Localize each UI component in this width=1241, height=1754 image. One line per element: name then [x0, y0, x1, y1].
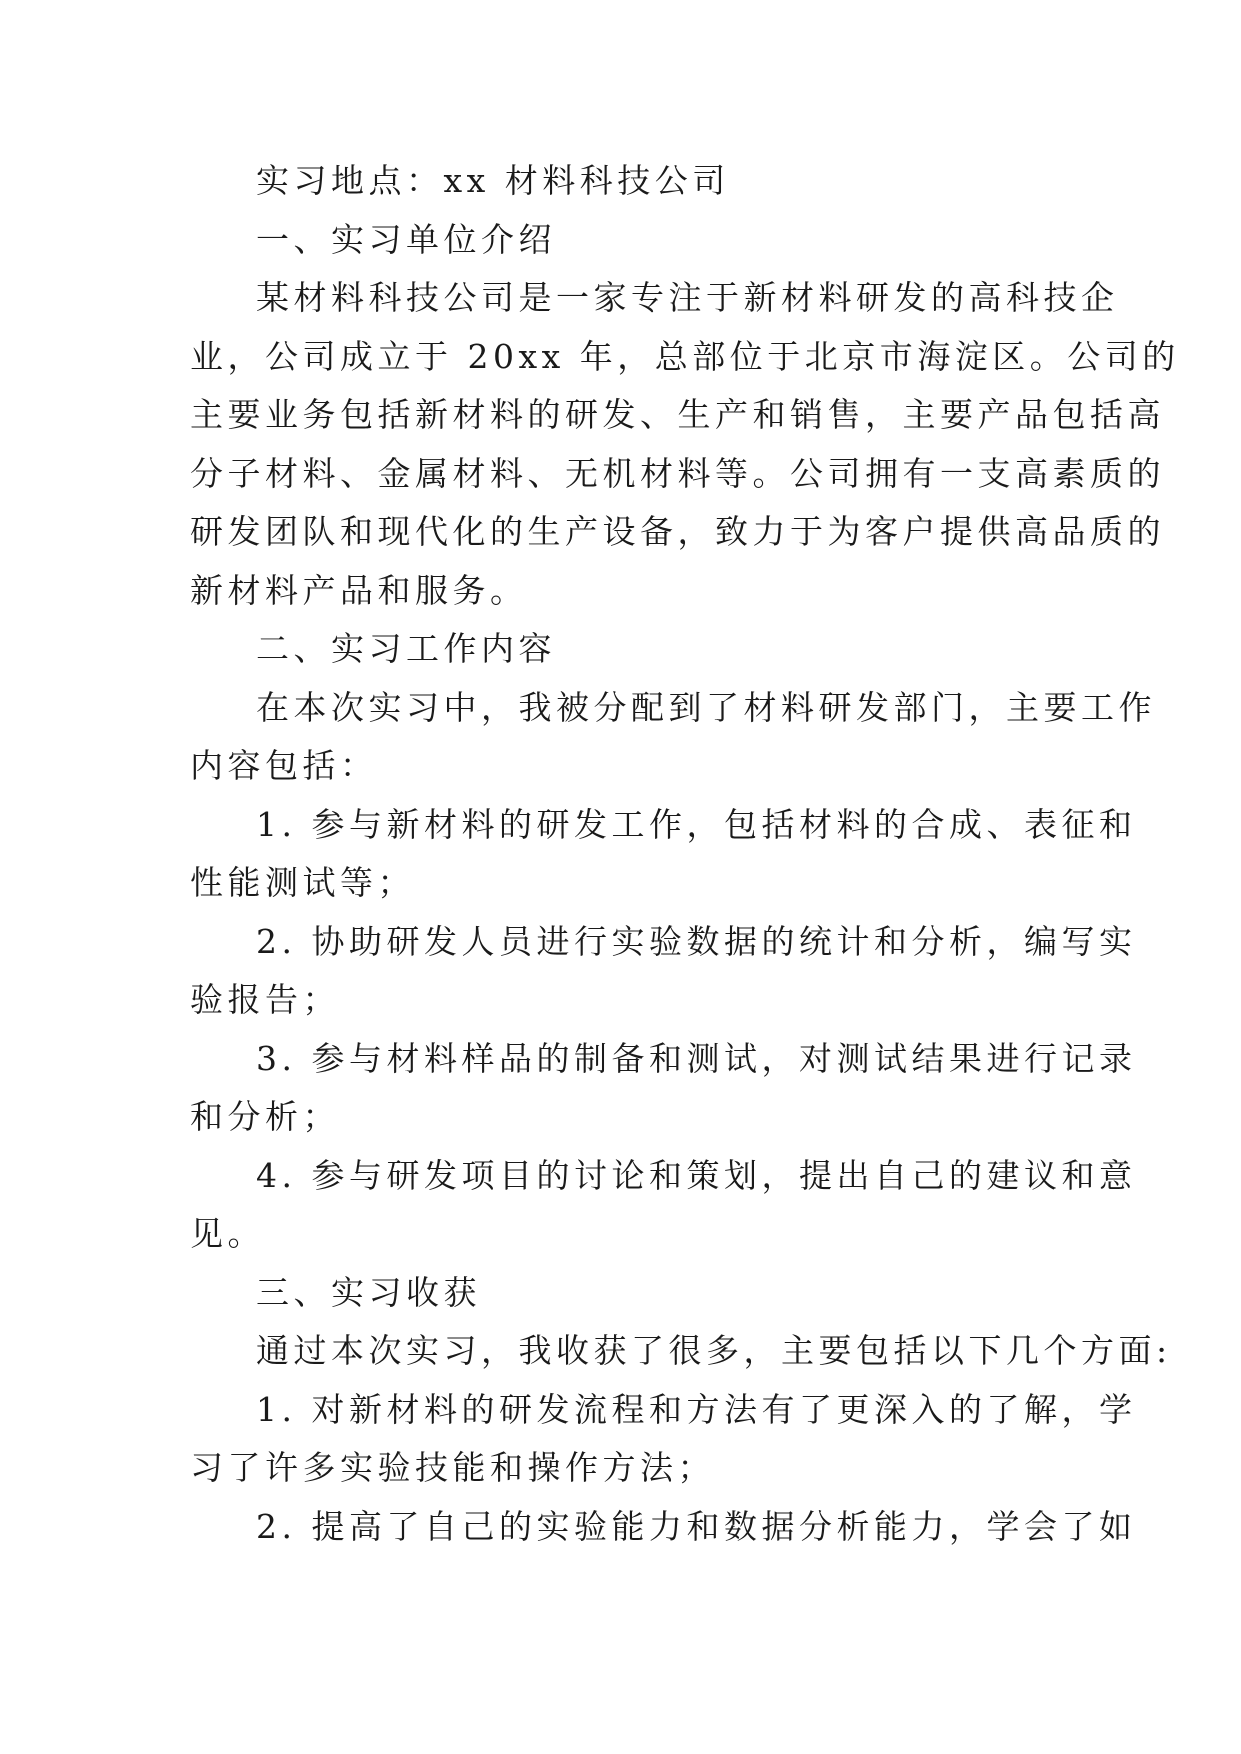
list-item-line: 习了许多实验技能和操作方法；: [190, 1448, 715, 1487]
paragraph-line: 研发团队和现代化的生产设备，致力于为客户提供高品质的: [190, 512, 1165, 551]
paragraph-line: 新材料产品和服务。: [190, 570, 528, 610]
list-item-line: 和分析；: [190, 1097, 340, 1136]
section-heading-gains: 三、实习收获: [256, 1272, 481, 1312]
paragraph-line: 主要业务包括新材料的研发、生产和销售，主要产品包括高: [190, 395, 1165, 434]
list-item-line: 4. 参与研发项目的讨论和策划，提出自己的建议和意: [256, 1155, 1137, 1195]
paragraph-line: 分子材料、金属材料、无机材料等。公司拥有一支高素质的: [190, 453, 1165, 493]
paragraph-line: 业，公司成立于 20xx 年，总部位于北京市海淀区。公司的: [190, 336, 1180, 376]
list-item-line: 2. 提高了自己的实验能力和数据分析能力，学会了如: [256, 1506, 1137, 1546]
paragraph-line: 在本次实习中，我被分配到了材料研发部门，主要工作: [256, 687, 1156, 727]
document-body: [190, 152, 1180, 1556]
list-item-line: 见。: [190, 1214, 265, 1253]
list-item-line: 2. 协助研发人员进行实验数据的统计和分析，编写实: [256, 921, 1137, 961]
paragraph-line: 某材料科技公司是一家专注于新材料研发的高科技企: [256, 278, 1119, 317]
list-item-line: 3. 参与材料样品的制备和测试，对测试结果进行记录: [256, 1038, 1137, 1078]
list-item-line: 1. 对新材料的研发流程和方法有了更深入的了解，学: [256, 1389, 1137, 1429]
paragraph-line: 通过本次实习，我收获了很多，主要包括以下几个方面:: [256, 1331, 1172, 1370]
internship-location: 实习地点：xx 材料科技公司: [256, 161, 730, 200]
section-heading-work-content: 二、实习工作内容: [256, 629, 556, 668]
list-item-line: 1. 参与新材料的研发工作，包括材料的合成、表征和: [256, 804, 1137, 844]
paragraph-line: 内容包括：: [190, 746, 378, 785]
section-heading-company-intro: 一、实习单位介绍: [256, 219, 556, 259]
list-item-line: 性能测试等；: [190, 863, 415, 902]
list-item-line: 验报告；: [190, 980, 340, 1019]
